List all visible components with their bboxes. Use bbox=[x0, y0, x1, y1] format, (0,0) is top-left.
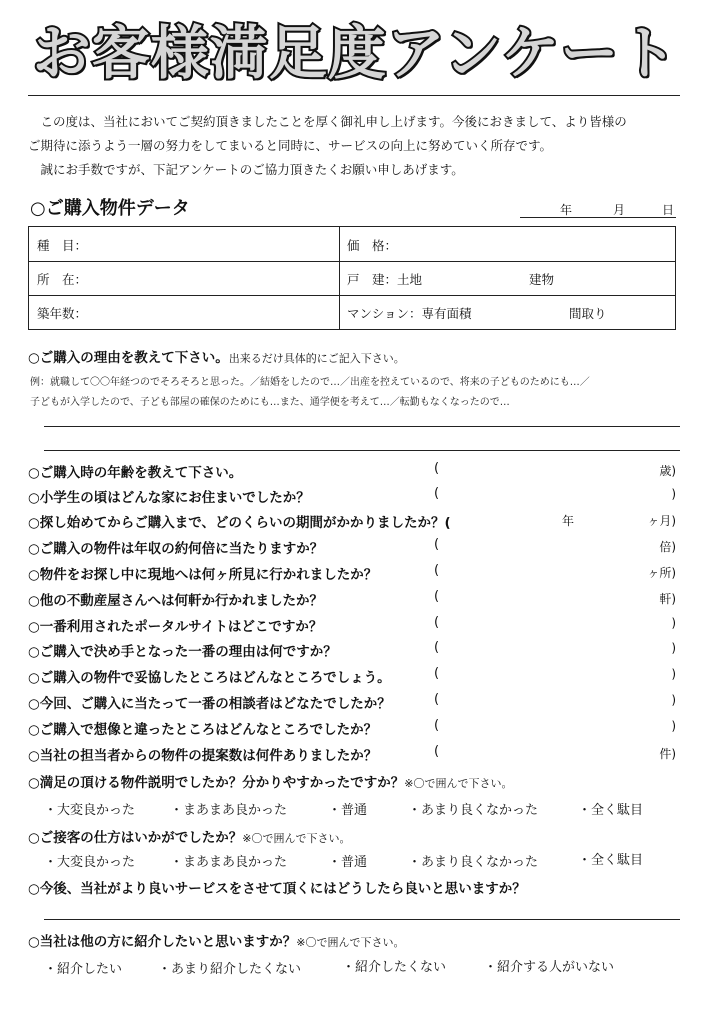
choice-very-good[interactable]: ・大変良かった bbox=[44, 803, 136, 818]
question-text: ○ご購入の物件で妥協したところはどんなところでしょう。 bbox=[28, 670, 391, 686]
choice-very-good[interactable]: ・大変良かった bbox=[44, 855, 136, 870]
answer-close: 倍) bbox=[659, 540, 676, 554]
choice-average[interactable]: ・普通 bbox=[328, 803, 368, 818]
answer-year-unit: 年 bbox=[562, 514, 575, 528]
answer-close: 軒) bbox=[659, 592, 676, 606]
answer-open[interactable]: ( bbox=[434, 461, 440, 476]
question-text: ○今後、当社がより良いサービスをさせて頂くにはどうしたら良いと思いますか？ bbox=[28, 881, 526, 897]
reason-note: 出来るだけ具体的にご記入下さい。 bbox=[228, 352, 405, 365]
property-section-title: ○ご購入物件データ bbox=[30, 198, 190, 219]
question-row bbox=[28, 537, 323, 557]
answer-close: ヶ所) bbox=[647, 566, 676, 580]
question-text: ○一番利用されたポータルサイトはどこですか？ bbox=[28, 619, 323, 635]
question-text: ○ご購入の物件は年収の約何倍に当たりますか？ bbox=[28, 541, 324, 557]
question-text: ○物件をお探し中に現地へは何ヶ所見に行かれましたか？ bbox=[28, 567, 378, 583]
choice-not-good[interactable]: ・あまり良くなかった bbox=[408, 855, 539, 870]
answer-open[interactable]: ( bbox=[434, 615, 440, 630]
property-table bbox=[28, 226, 676, 330]
circle-note: ※〇で囲んで下さい。 bbox=[296, 936, 405, 949]
question-row bbox=[28, 486, 310, 506]
choice-not-good[interactable]: ・あまり良くなかった bbox=[408, 803, 539, 818]
question-row bbox=[28, 744, 377, 764]
question-row bbox=[28, 640, 337, 660]
answer-open[interactable]: ( bbox=[434, 486, 440, 501]
choice-no-one[interactable]: ・紹介する人がいない bbox=[484, 960, 615, 975]
answer-open[interactable]: ( bbox=[434, 744, 440, 759]
title-banner bbox=[0, 14, 711, 92]
answer-close: ) bbox=[671, 616, 676, 630]
answer-open[interactable]: ( bbox=[434, 718, 440, 733]
answer-close: ) bbox=[671, 693, 676, 707]
circle-note: ※〇で囲んで下さい。 bbox=[242, 832, 351, 845]
house-land-field[interactable]: 戸 建：土地 bbox=[347, 272, 423, 287]
choice-average[interactable]: ・普通 bbox=[328, 855, 368, 870]
question-row bbox=[28, 589, 323, 609]
referral-question bbox=[28, 930, 405, 950]
intro-line: 誠にお手数ですが、下記アンケートのご協力頂きたくお願い申しあげます。 bbox=[28, 162, 464, 177]
choice-somewhat-good[interactable]: ・まあまあ良かった bbox=[170, 803, 288, 818]
question-row bbox=[28, 692, 391, 712]
question-text: ○他の不動産屋さんへは何軒か行かれましたか？ bbox=[28, 593, 324, 609]
answer-open[interactable]: ( bbox=[434, 692, 440, 707]
question-text: ○探し始めてからご購入まで、どのくらいの期間がかかりましたか？( bbox=[28, 515, 451, 531]
answer-open[interactable]: ( bbox=[434, 666, 440, 681]
choice-want-refer[interactable]: ・紹介したい bbox=[44, 962, 123, 977]
improve-question bbox=[28, 877, 526, 897]
page-title: お客様満足度アンケート bbox=[32, 19, 679, 87]
question-text: ○今回、ご購入に当たって一番の相談者はどなたでしたか？ bbox=[28, 696, 391, 712]
service-question bbox=[28, 826, 351, 846]
date-year-label: 年 bbox=[560, 203, 573, 217]
mansion-area-field[interactable]: マンション：専有面積 bbox=[347, 306, 472, 321]
answer-line[interactable] bbox=[44, 426, 680, 427]
answer-close: 件) bbox=[659, 747, 676, 761]
date-day-label: 日 bbox=[662, 203, 675, 217]
answer-close: 歳) bbox=[659, 464, 676, 478]
question-text: ○ご購入で想像と違ったところはどんなところでしたか？ bbox=[28, 722, 378, 738]
table-row bbox=[29, 261, 675, 296]
circle-note: ※〇で囲んで下さい。 bbox=[404, 777, 513, 790]
date-underline bbox=[520, 217, 676, 218]
question-text: ○当社は他の方に紹介したいと思いますか？ bbox=[28, 934, 297, 950]
choice-not-really[interactable]: ・あまり紹介したくない bbox=[158, 962, 302, 977]
answer-line[interactable] bbox=[44, 450, 680, 451]
answer-close: ) bbox=[671, 641, 676, 655]
choice-bad[interactable]: ・全く駄目 bbox=[578, 803, 644, 818]
question-row bbox=[28, 461, 242, 481]
choice-bad[interactable]: ・全く駄目 bbox=[578, 853, 644, 868]
house-building-field[interactable]: 建物 bbox=[529, 272, 555, 287]
table-row bbox=[29, 227, 675, 262]
question-text: ○ご購入で決め手となった一番の理由は何ですか？ bbox=[28, 644, 337, 660]
price-field[interactable]: 価 格： bbox=[347, 238, 398, 253]
location-field[interactable]: 所 在： bbox=[37, 272, 88, 287]
answer-open[interactable]: ( bbox=[434, 563, 440, 578]
title-divider bbox=[28, 95, 680, 96]
answer-open[interactable]: ( bbox=[434, 537, 440, 552]
question-text: ○当社の担当者からの物件の提案数は何件ありましたか？ bbox=[28, 748, 378, 764]
choice-somewhat-good[interactable]: ・まあまあ良かった bbox=[170, 855, 288, 870]
layout-field[interactable]: 間取り bbox=[569, 306, 607, 321]
table-row bbox=[29, 295, 675, 329]
answer-close: ) bbox=[671, 487, 676, 501]
question-row bbox=[28, 718, 377, 738]
reason-question-text: ○ご購入の理由を教えて下さい。 bbox=[28, 350, 229, 366]
question-row bbox=[28, 563, 377, 583]
answer-open[interactable]: ( bbox=[434, 640, 440, 655]
reason-example: 例：就職して〇〇年経つのでそろそろと思った。／結婚をしたので…／出産を控えているので、将来の子どものためにも…／ bbox=[30, 377, 590, 388]
question-text: ○小学生の頃はどんな家にお住まいでしたか？ bbox=[28, 490, 310, 506]
question-text: ○満足の頂ける物件説明でしたか？分かりやすかったですか？ bbox=[28, 775, 405, 791]
question-text: ○ご購入時の年齢を教えて下さい。 bbox=[28, 465, 243, 481]
answer-close: ) bbox=[671, 719, 676, 733]
date-month-label: 月 bbox=[613, 203, 626, 217]
reason-question bbox=[28, 346, 405, 366]
reason-example: 子どもが入学したので、子ども部屋の確保のためにも…また、通学便を考えて…／転勤もなくなったので… bbox=[30, 397, 510, 408]
answer-line[interactable] bbox=[44, 919, 680, 920]
question-row bbox=[28, 511, 451, 531]
intro-text bbox=[28, 110, 688, 182]
building-age-field[interactable]: 築年数： bbox=[37, 306, 88, 321]
satisfaction-question bbox=[28, 771, 513, 791]
intro-line: ご期待に添うよう一層の努力をしてまいると同時に、サービスの向上に努めていく所存です。 bbox=[28, 138, 553, 153]
question-row bbox=[28, 666, 391, 686]
intro-line: この度は、当社においてご契約頂きましたことを厚く御礼申し上げます。今後におきまして、より皆様の bbox=[28, 114, 627, 129]
type-field[interactable]: 種 目： bbox=[37, 238, 88, 253]
question-row bbox=[28, 615, 322, 635]
choice-dont-want[interactable]: ・紹介したくない bbox=[342, 960, 447, 975]
answer-close: ) bbox=[671, 667, 676, 681]
question-text: ○ご接客の仕方はいかがでしたか？ bbox=[28, 830, 243, 846]
answer-open[interactable]: ( bbox=[434, 589, 440, 604]
answer-close: ヶ月) bbox=[647, 514, 676, 528]
